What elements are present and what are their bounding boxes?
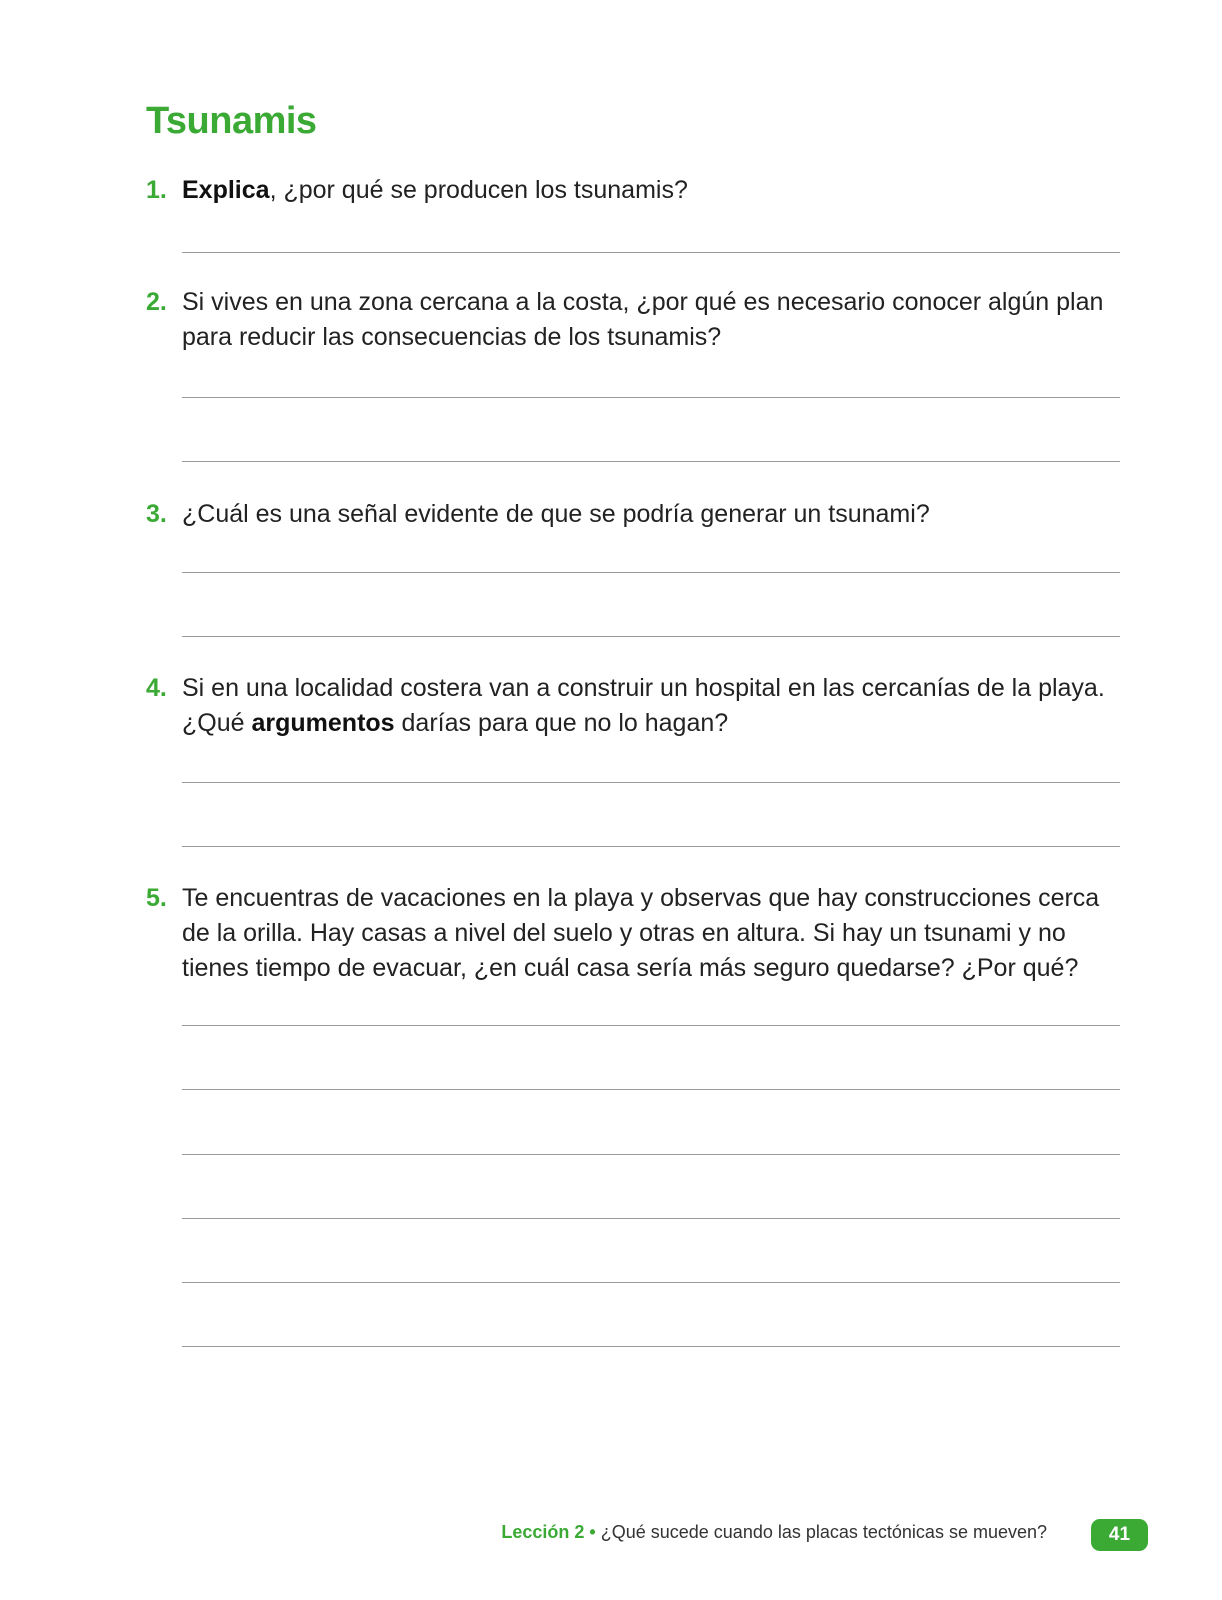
- page-number-badge: 41: [1091, 1519, 1148, 1551]
- question-line-2: de la orilla. Hay casas a nivel del suelo y otras en altura. Si hay un tsunami y no: [182, 919, 1066, 947]
- question-line-2: para reducir las consecuencias de los tsunamis?: [182, 323, 722, 351]
- answer-line[interactable]: [182, 1346, 1120, 1347]
- answer-line[interactable]: [182, 252, 1120, 253]
- answer-line[interactable]: [182, 1025, 1120, 1026]
- lesson-label: Lección 2: [501, 1522, 585, 1542]
- footer-bullet: •: [589, 1522, 596, 1542]
- answer-line[interactable]: [182, 572, 1120, 573]
- page-footer: [501, 1522, 1047, 1543]
- answer-line[interactable]: [182, 1282, 1120, 1283]
- question-text-rest: , ¿por qué se producen los tsunamis?: [269, 176, 688, 204]
- question-line-2-post: darías para que no lo hagan?: [394, 709, 729, 737]
- question-number: 1.: [146, 176, 167, 204]
- answer-line[interactable]: [182, 1154, 1120, 1155]
- question-line-1: Si en una localidad costera van a construir un hospital en las cercanías de la playa.: [182, 674, 1105, 702]
- page-title: Tsunamis: [146, 100, 317, 142]
- question-text: [182, 285, 1132, 355]
- question-line-1: Si vives en una zona cercana a la costa, ¿por qué es necesario conocer algún plan: [182, 288, 1104, 316]
- answer-line[interactable]: [182, 1218, 1120, 1219]
- answer-line[interactable]: [182, 846, 1120, 847]
- question-number: 4.: [146, 674, 167, 702]
- question-line-2-pre: ¿Qué: [182, 709, 252, 737]
- question-line-1: Te encuentras de vacaciones en la playa y observas que hay construcciones cerca: [182, 884, 1100, 912]
- question-text: ¿Cuál es una señal evidente de que se podría generar un tsunami?: [182, 500, 930, 528]
- question-line-3: tienes tiempo de evacuar, ¿en cuál casa sería más seguro quedarse? ¿Por qué?: [182, 954, 1079, 982]
- answer-line[interactable]: [182, 1089, 1120, 1090]
- answer-line[interactable]: [182, 397, 1120, 398]
- keyword: argumentos: [251, 709, 395, 737]
- question-number: 2.: [146, 288, 167, 316]
- question-number: 5.: [146, 884, 167, 912]
- answer-line[interactable]: [182, 636, 1120, 637]
- lesson-subtitle: ¿Qué sucede cuando las placas tectónicas se mueven?: [600, 1522, 1047, 1542]
- question-number: 3.: [146, 500, 167, 528]
- question-text: [182, 881, 1132, 986]
- answer-line[interactable]: [182, 461, 1120, 462]
- answer-line[interactable]: [182, 782, 1120, 783]
- question-text: [182, 671, 1132, 741]
- question-text: [182, 173, 1132, 208]
- keyword: Explica: [182, 176, 270, 204]
